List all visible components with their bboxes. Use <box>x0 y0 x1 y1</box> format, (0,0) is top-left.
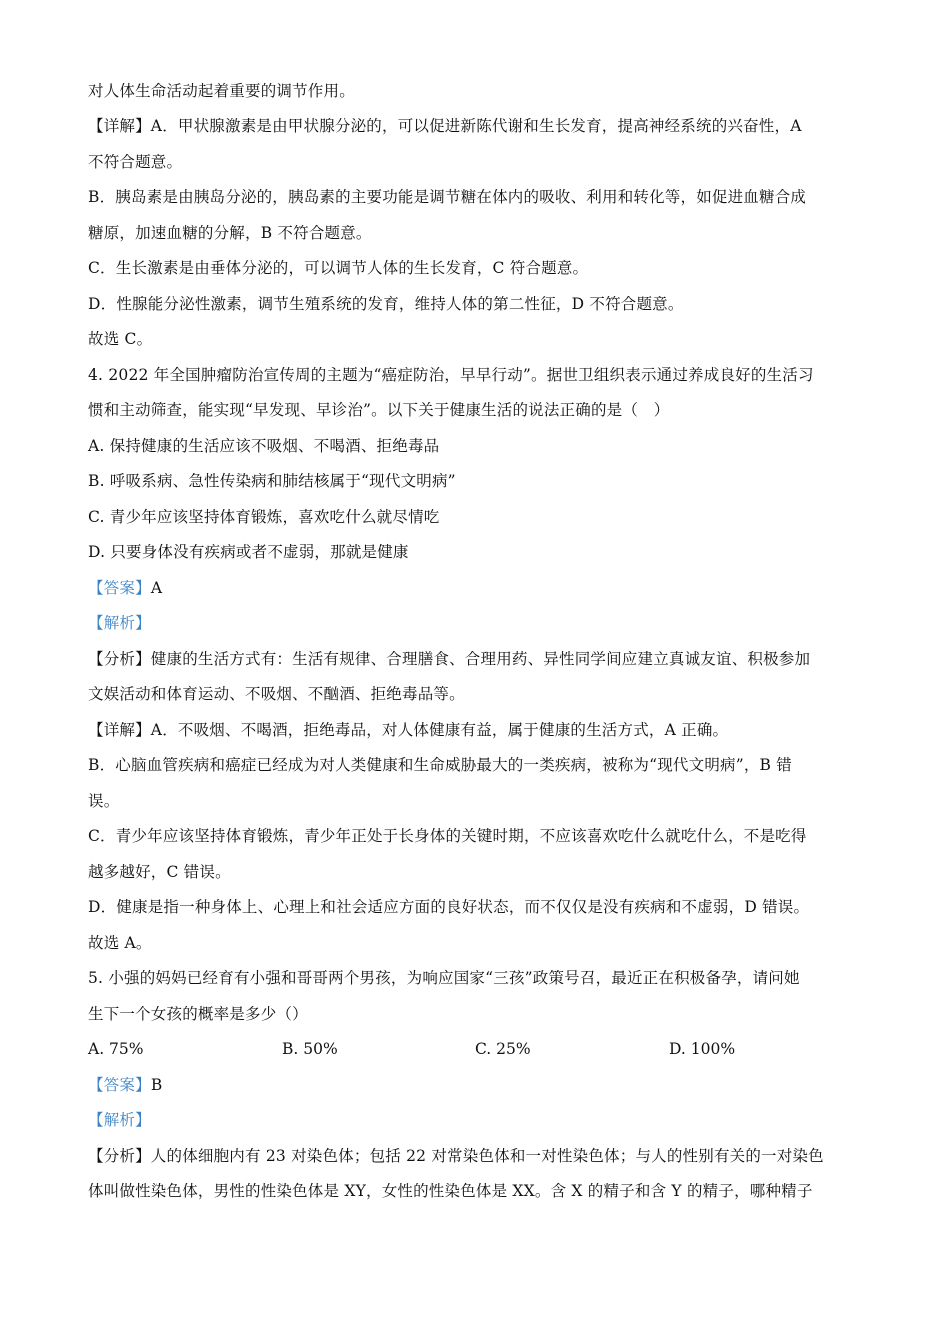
q3-detail-a-cont: 不符合题意。 <box>88 153 183 171</box>
q3-choice: 故选 C。 <box>88 330 153 348</box>
answer-value: B <box>150 1076 163 1094</box>
q3-detail-b: B．胰岛素是由胰岛分泌的，胰岛素的主要功能是调节糖在体内的吸收、利用和转化等，如促进血糖合成 <box>88 188 807 206</box>
q4-analysis-label: 【解析】 <box>88 614 151 632</box>
q4-choice: 故选 A。 <box>88 934 152 952</box>
answer-label: 【答案】 <box>88 579 151 597</box>
q3-detail-d: D．性腺能分泌性激素，调节生殖系统的发育，维持人体的第二性征，D 不符合题意。 <box>88 295 684 313</box>
q4-detail-c-cont: 越多越好，C 错误。 <box>88 863 231 881</box>
q5-option-a: A. 75% <box>88 1040 144 1058</box>
q4-option-a: A. 保持健康的生活应该不吸烟、不喝酒、拒绝毒品 <box>88 437 440 455</box>
q4-stem-cont: 惯和主动筛查，能实现“早发现、早诊治”。以下关于健康生活的说法正确的是（ ） <box>88 401 670 419</box>
q5-stem: 5. 小强的妈妈已经育有小强和哥哥两个男孩，为响应国家“三孩”政策号召，最近正在积极备孕，请问她 <box>88 969 800 987</box>
q3-detail-b-cont: 糖原，加速血糖的分解，B 不符合题意。 <box>88 224 372 242</box>
q5-option-b: B. 50% <box>282 1040 338 1058</box>
q4-fenxi-cont: 文娱活动和体育运动、不吸烟、不酗酒、拒绝毒品等。 <box>88 685 465 703</box>
q5-stem-cont: 生下一个女孩的概率是多少（） <box>88 1005 308 1023</box>
q4-detail-a: 【详解】A．不吸烟、不喝酒，拒绝毒品，对人体健康有益，属于健康的生活方式，A 正确。 <box>88 721 729 739</box>
q4-option-c: C. 青少年应该坚持体育锻炼，喜欢吃什么就尽情吃 <box>88 508 440 526</box>
q5-option-d: D. 100% <box>669 1040 736 1058</box>
q4-detail-b-cont: 误。 <box>88 792 120 810</box>
q5-analysis-label: 【解析】 <box>88 1111 151 1129</box>
q3-detail-c: C．生长激素是由垂体分泌的，可以调节人体的生长发育，C 符合题意。 <box>88 259 589 277</box>
q4-stem: 4. 2022 年全国肿瘤防治宣传周的主题为“癌症防治，早早行动”。据世卫组织表示通过养成良好的生活习 <box>88 366 814 384</box>
q5-answer <box>88 1074 868 1096</box>
q4-answer <box>88 577 868 599</box>
q3-analysis-tail: 对人体生命活动起着重要的调节作用。 <box>88 82 355 100</box>
q4-option-b: B. 呼吸系病、急性传染病和肺结核属于“现代文明病” <box>88 472 456 490</box>
q4-fenxi: 【分析】健康的生活方式有：生活有规律、合理膳食、合理用药、异性同学间应建立真诚友谊、积极参加 <box>88 650 811 668</box>
answer-value: A <box>150 579 163 597</box>
answer-label: 【答案】 <box>88 1076 151 1094</box>
q5-fenxi-cont: 体叫做性染色体，男性的性染色体是 XY，女性的性染色体是 XX。含 X 的精子和含 Y 的精子，哪种精子 <box>88 1182 813 1200</box>
q3-detail-a: 【详解】A．甲状腺激素是由甲状腺分泌的，可以促进新陈代谢和生长发育，提高神经系统的兴奋性，A <box>88 117 802 135</box>
q4-detail-c: C．青少年应该坚持体育锻炼，青少年正处于长身体的关键时期，不应该喜欢吃什么就吃什么，不是吃得 <box>88 827 807 845</box>
q5-fenxi: 【分析】人的体细胞内有 23 对染色体；包括 22 对常染色体和一对性染色体；与人的性别有关的一对染色 <box>88 1147 824 1165</box>
q4-detail-b: B．心脑血管疾病和癌症已经成为对人类健康和生命威胁最大的一类疾病，被称为“现代文明病”，B 错 <box>88 756 792 774</box>
q4-detail-d: D．健康是指一种身体上、心理上和社会适应方面的良好状态，而不仅仅是没有疾病和不虚弱，D 错误。 <box>88 898 810 916</box>
q4-option-d: D. 只要身体没有疾病或者不虚弱，那就是健康 <box>88 543 409 561</box>
q5-option-c: C. 25% <box>475 1040 531 1058</box>
